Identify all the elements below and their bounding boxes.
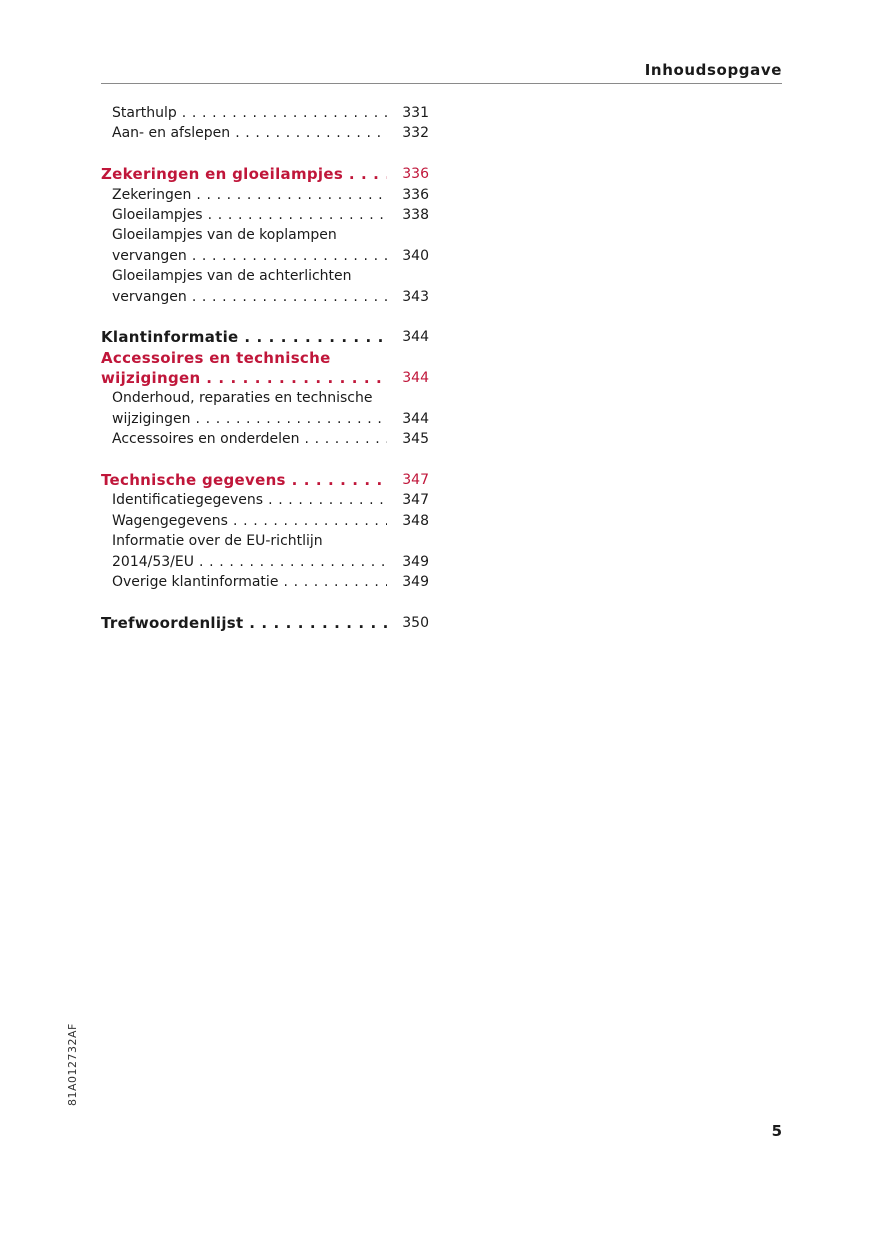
- toc-section-page: 344: [402, 370, 429, 387]
- toc-entry-label: Gloeilampjes van de koplampen: [112, 227, 337, 244]
- toc-entry-onderhoud-line1[interactable]: [101, 388, 431, 408]
- toc-entry-eu-richtlijn-line1[interactable]: [101, 531, 431, 551]
- toc-entry-label: wijzigingen . . .: [112, 409, 387, 429]
- toc-entry-overige-klantinformatie[interactable]: [101, 572, 431, 592]
- toc-section-page: 347: [402, 472, 429, 489]
- toc-entry-page: 331: [402, 105, 429, 121]
- section-gap: [101, 144, 431, 164]
- toc-entry-zekeringen[interactable]: [101, 185, 431, 205]
- toc-entry-gloeilampjes[interactable]: [101, 205, 431, 225]
- toc-entry-aan-afslepen[interactable]: [101, 123, 431, 143]
- toc-entry-wagengegevens[interactable]: [101, 511, 431, 531]
- section-gap: [101, 450, 431, 470]
- toc-section-label: Technische gegevens . . .: [101, 470, 387, 490]
- toc-entry-page: 338: [402, 206, 429, 223]
- toc-entry-page: 349: [402, 573, 429, 590]
- toc-section-technische-gegevens[interactable]: [101, 470, 431, 490]
- document-code: 81A012732AF: [66, 1023, 79, 1106]
- toc-entry-label: Zekeringen . . .: [112, 185, 387, 205]
- toc-entry-page: 340: [402, 247, 429, 264]
- toc-section-zekeringen-gloeilampjes[interactable]: [101, 164, 431, 184]
- table-of-contents: [101, 103, 431, 633]
- toc-entry-eu-richtlijn-line2[interactable]: [101, 552, 431, 572]
- toc-section-klantinformatie[interactable]: [101, 327, 431, 347]
- section-gap: [101, 592, 431, 612]
- toc-section-accessoires-line1[interactable]: [101, 348, 431, 368]
- toc-entry-accessoires-onderdelen[interactable]: [101, 429, 431, 449]
- toc-entry-label: Gloeilampjes van de achterlichten: [112, 268, 352, 285]
- toc-entry-page: 332: [402, 125, 429, 142]
- toc-section-label: Accessoires en technische: [101, 348, 331, 367]
- toc-entry-onderhoud-line2[interactable]: [101, 409, 431, 429]
- page-title: Inhoudsopgave: [644, 61, 782, 79]
- toc-entry-achterlichten-line1[interactable]: [101, 266, 431, 286]
- toc-entry-label: Identificatiegegevens . . .: [112, 490, 387, 510]
- page-number: 5: [771, 1122, 782, 1140]
- toc-entry-label: 2014/53/EU . . .: [112, 552, 387, 572]
- toc-section-label: wijzigingen . . .: [101, 368, 387, 388]
- toc-entry-label: Overige klantinformatie . . .: [112, 572, 387, 592]
- toc-entry-label: vervangen . . .: [112, 287, 387, 307]
- toc-section-page: 344: [402, 329, 429, 346]
- toc-entry-label: Informatie over de EU-richtlijn: [112, 533, 323, 550]
- toc-entry-page: 347: [402, 492, 429, 509]
- toc-entry-page: 345: [402, 431, 429, 448]
- toc-entry-label: Onderhoud, reparaties en technische: [112, 390, 373, 407]
- toc-section-label: Zekeringen en gloeilampjes . . .: [101, 164, 387, 184]
- toc-entry-page: 348: [402, 512, 429, 529]
- toc-section-page: 336: [402, 166, 429, 183]
- section-gap: [101, 307, 431, 327]
- toc-section-trefwoordenlijst[interactable]: [101, 613, 431, 633]
- toc-entry-label: Gloeilampjes . . .: [112, 205, 387, 225]
- toc-entry-page: 336: [402, 186, 429, 203]
- toc-entry-label: Wagengegevens . . .: [112, 511, 387, 531]
- toc-entry-koplampen-line2[interactable]: [101, 246, 431, 266]
- toc-section-accessoires-line2[interactable]: [101, 368, 431, 388]
- toc-entry-label: vervangen . . .: [112, 246, 387, 266]
- toc-entry-page: 343: [402, 288, 429, 305]
- toc-section-page: 350: [402, 614, 429, 631]
- toc-section-label: Klantinformatie . . .: [101, 327, 387, 347]
- toc-entry-label: Starthulp . . .: [112, 103, 387, 123]
- toc-section-label: Trefwoordenlijst . . .: [101, 613, 387, 633]
- toc-entry-page: 344: [402, 410, 429, 427]
- header-divider: [101, 83, 782, 84]
- toc-entry-starthulp[interactable]: [101, 103, 431, 123]
- toc-entry-label: Accessoires en onderdelen . . .: [112, 429, 387, 449]
- toc-entry-koplampen-line1[interactable]: [101, 225, 431, 245]
- toc-entry-label: Aan- en afslepen . . .: [112, 123, 387, 143]
- toc-entry-achterlichten-line2[interactable]: [101, 287, 431, 307]
- toc-entry-identificatiegegevens[interactable]: [101, 490, 431, 510]
- toc-entry-page: 349: [402, 553, 429, 570]
